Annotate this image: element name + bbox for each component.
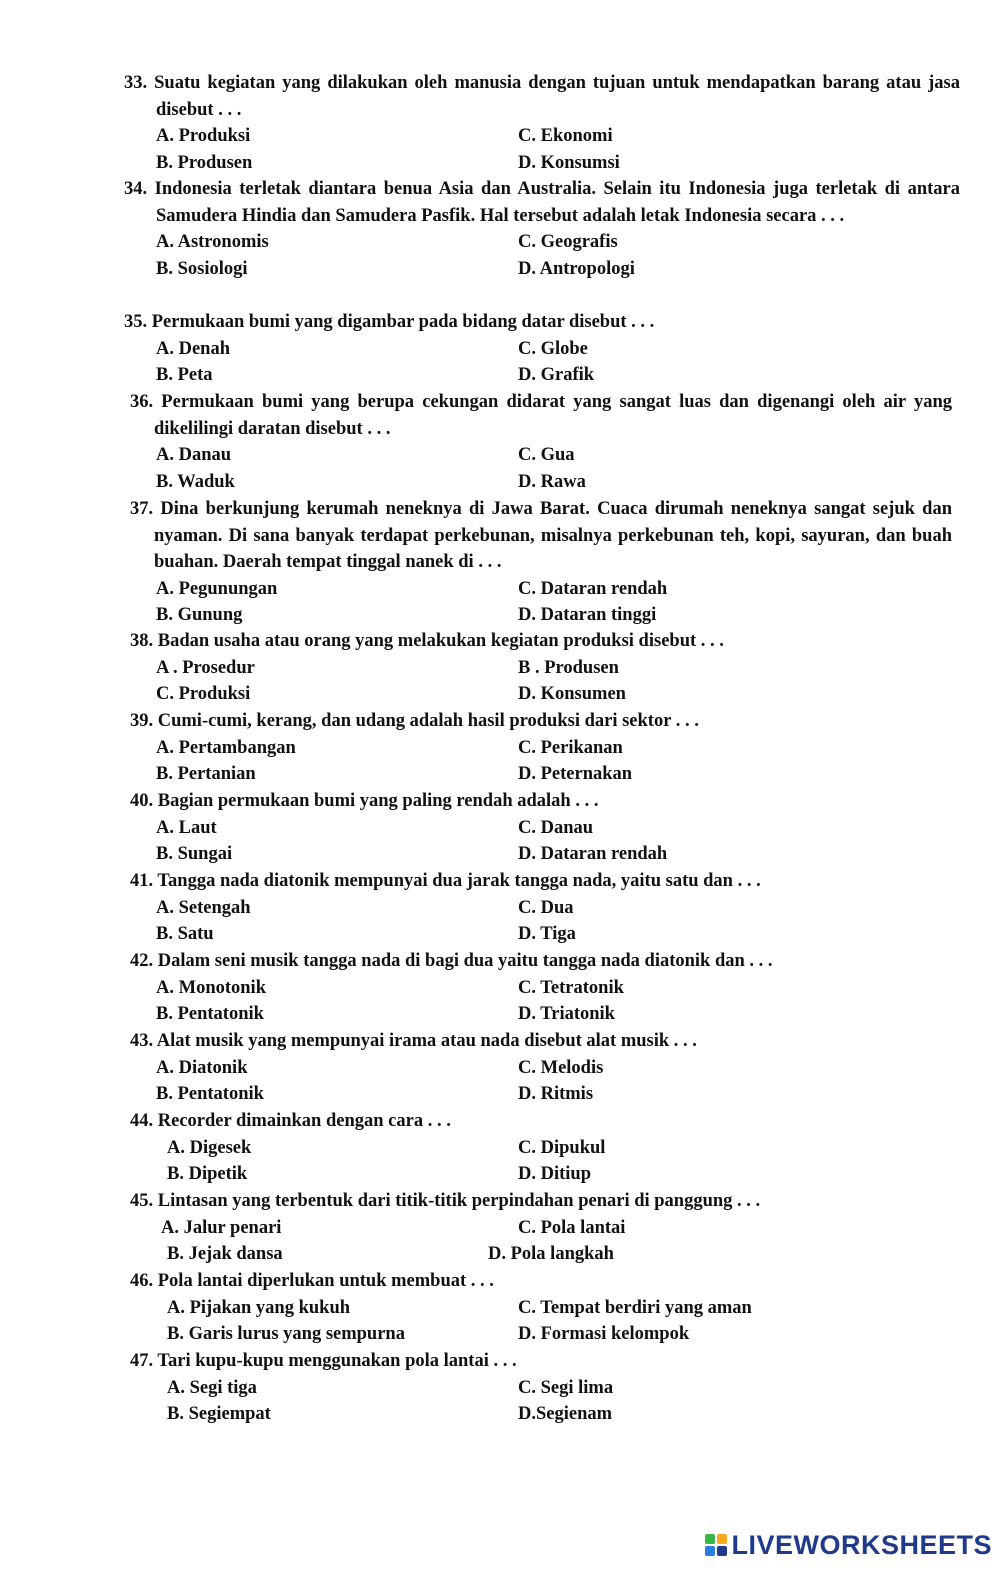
question-stem: 37. Dina berkunjung kerumah neneknya di Jawa Barat. Cuaca dirumah neneknya sangat sejuk dan nyaman. Di sana banyak terdapat perkebunan, misalnya perkebunan teh, kopi, sayuran, dan buah buahan. Daerah tempat tinggal nanek di . . . — [130, 499, 952, 573]
logo-square-icon — [705, 1546, 715, 1556]
question-stem: 44. Recorder dimainkan dengan cara . . . — [130, 1111, 451, 1131]
option-b[interactable]: B. Sosiologi — [156, 258, 248, 279]
option-d[interactable]: D. Dataran tinggi — [518, 605, 657, 626]
option-c[interactable]: C. Ekonomi — [518, 126, 613, 147]
option-a[interactable]: A. Laut — [156, 817, 217, 838]
logo-square-icon — [717, 1546, 727, 1556]
logo-text: LIVEWORKSHEETS — [731, 1529, 992, 1560]
question-stem: 39. Cumi-cumi, kerang, dan udang adalah hasil produksi dari sektor . . . — [130, 711, 699, 731]
question-stem: 35. Permukaan bumi yang digambar pada bidang datar disebut . . . — [124, 312, 655, 332]
answer-options — [0, 815, 1000, 868]
answer-options — [0, 442, 1000, 495]
answer-options — [0, 895, 1000, 948]
answer-options — [0, 336, 1000, 389]
logo-square-icon — [717, 1534, 727, 1544]
option-a[interactable]: A. Produksi — [156, 126, 251, 147]
question-39 — [0, 708, 1000, 788]
option-b[interactable]: B. Gunung — [156, 605, 243, 626]
option-a[interactable]: A. Pegunungan — [156, 578, 278, 599]
option-a[interactable]: A. Segi tiga — [167, 1377, 257, 1398]
option-a[interactable]: A. Astronomis — [156, 232, 269, 253]
option-b[interactable]: B . Produsen — [518, 657, 619, 678]
question-46 — [0, 1268, 1000, 1348]
question-stem: 42. Dalam seni musik tangga nada di bagi dua yaitu tangga nada diatonik dan . . . — [130, 951, 773, 971]
answer-options — [0, 229, 1000, 282]
option-b[interactable]: B. Produsen — [156, 152, 253, 173]
question-37 — [0, 496, 1000, 629]
option-b[interactable]: B. Pentatonik — [156, 1004, 264, 1025]
answer-options — [0, 655, 1000, 708]
option-d[interactable]: D. Grafik — [518, 365, 595, 386]
option-c[interactable]: C. Pola lantai — [518, 1217, 626, 1238]
question-stem: 38. Badan usaha atau orang yang melakukan kegiatan produksi disebut . . . — [130, 631, 724, 651]
option-b[interactable]: B. Pertanian — [156, 764, 256, 785]
option-d[interactable]: D. Peternakan — [518, 764, 633, 785]
question-44 — [0, 1108, 1000, 1188]
option-d[interactable]: D. Triatonik — [518, 1004, 615, 1025]
question-stem: 36. Permukaan bumi yang berupa cekungan didarat yang sangat luas dan digenangi oleh air yang dikelilingi daratan disebut . . . — [130, 392, 952, 439]
liveworksheets-logo-icon — [705, 1534, 727, 1556]
option-d[interactable]: D. Formasi kelompok — [518, 1324, 690, 1345]
option-c[interactable]: C. Geografis — [518, 232, 618, 253]
option-d[interactable]: D. Konsumen — [518, 684, 626, 705]
question-stem: 40. Bagian permukaan bumi yang paling rendah adalah . . . — [130, 791, 599, 811]
option-a[interactable]: A. Danau — [156, 445, 232, 466]
option-c[interactable]: C. Dipukul — [518, 1137, 606, 1158]
option-c[interactable]: C. Segi lima — [518, 1377, 614, 1398]
option-b[interactable]: B. Jejak dansa — [167, 1244, 283, 1265]
question-43 — [0, 1028, 1000, 1108]
option-c[interactable]: C. Dua — [518, 897, 574, 918]
option-a[interactable]: A. Monotonik — [156, 977, 266, 998]
option-d[interactable]: D. Konsumsi — [518, 152, 620, 173]
option-b[interactable]: B. Peta — [156, 365, 213, 386]
question-stem: 34. Indonesia terletak diantara benua Asia dan Australia. Selain itu Indonesia juga terletak di antara Samudera Hindia dan Samudera Pasfik. Hal tersebut adalah letak Indonesia secara . . . — [124, 179, 960, 226]
question-47 — [0, 1348, 1000, 1428]
answer-options — [0, 975, 1000, 1028]
option-d[interactable]: D.Segienam — [518, 1404, 613, 1425]
question-33 — [0, 70, 1000, 176]
question-stem: 41. Tangga nada diatonik mempunyai dua jarak tangga nada, yaitu satu dan . . . — [130, 871, 761, 891]
option-a[interactable]: A. Digesek — [167, 1137, 252, 1158]
question-42 — [0, 948, 1000, 1028]
option-c[interactable]: C. Danau — [518, 817, 594, 838]
option-a[interactable]: A. Pijakan yang kukuh — [167, 1297, 351, 1318]
question-38 — [0, 628, 1000, 708]
option-d[interactable]: D. Pola langkah — [488, 1244, 614, 1265]
answer-options — [0, 1135, 1000, 1188]
question-45 — [0, 1188, 1000, 1268]
option-a[interactable]: A . Prosedur — [156, 657, 255, 678]
question-stem: 33. Suatu kegiatan yang dilakukan oleh manusia dengan tujuan untuk mendapatkan barang atau jasa disebut . . . — [124, 73, 960, 120]
option-c[interactable]: C. Dataran rendah — [518, 578, 668, 599]
option-a[interactable]: A. Diatonik — [156, 1057, 248, 1078]
option-d[interactable]: D. Dataran rendah — [518, 844, 668, 865]
option-d[interactable]: D. Rawa — [518, 471, 586, 492]
question-stem: 47. Tari kupu-kupu menggunakan pola lantai . . . — [130, 1351, 517, 1371]
option-c[interactable]: C. Globe — [518, 338, 588, 359]
answer-options — [0, 1215, 1000, 1268]
question-34 — [0, 176, 1000, 282]
option-a[interactable]: A. Denah — [156, 338, 231, 359]
option-c[interactable]: C. Perikanan — [518, 737, 623, 758]
option-b[interactable]: B. Segiempat — [167, 1404, 271, 1425]
option-c[interactable]: C. Melodis — [518, 1057, 604, 1078]
option-b[interactable]: B. Garis lurus yang sempurna — [167, 1324, 405, 1345]
question-36 — [0, 389, 1000, 495]
question-stem: 46. Pola lantai diperlukan untuk membuat . . . — [130, 1271, 494, 1291]
option-a[interactable]: A. Setengah — [156, 897, 251, 918]
answer-options — [0, 576, 1000, 629]
logo-square-icon — [705, 1534, 715, 1544]
question-stem: 43. Alat musik yang mempunyai irama atau nada disebut alat musik . . . — [130, 1031, 697, 1051]
question-stem: 45. Lintasan yang terbentuk dari titik-titik perpindahan penari di panggung . . . — [130, 1191, 761, 1211]
option-d[interactable]: D. Tiga — [518, 924, 576, 945]
option-b[interactable]: B. Pentatonik — [156, 1084, 264, 1105]
answer-options — [0, 123, 1000, 176]
question-35 — [0, 309, 1000, 389]
question-41 — [0, 868, 1000, 948]
option-c[interactable]: C. Produksi — [156, 684, 251, 705]
option-b[interactable]: B. Sungai — [156, 844, 233, 865]
option-b[interactable]: B. Waduk — [156, 471, 235, 492]
answer-options — [0, 1375, 1000, 1428]
option-a[interactable]: A. Jalur penari — [161, 1217, 282, 1238]
option-c[interactable]: C. Tempat berdiri yang aman — [518, 1297, 752, 1318]
answer-options — [0, 1295, 1000, 1348]
option-d[interactable]: D. Ditiup — [518, 1164, 591, 1185]
question-40 — [0, 788, 1000, 868]
answer-options — [0, 735, 1000, 788]
liveworksheets-logo[interactable] — [705, 1528, 992, 1562]
answer-options — [0, 1055, 1000, 1108]
option-c[interactable]: C. Gua — [518, 445, 575, 466]
option-a[interactable]: A. Pertambangan — [156, 737, 296, 758]
option-c[interactable]: C. Tetratonik — [518, 977, 624, 998]
option-d[interactable]: D. Ritmis — [518, 1084, 594, 1105]
option-d[interactable]: D. Antropologi — [518, 258, 635, 279]
option-b[interactable]: B. Satu — [156, 924, 214, 945]
option-b[interactable]: B. Dipetik — [167, 1164, 248, 1185]
